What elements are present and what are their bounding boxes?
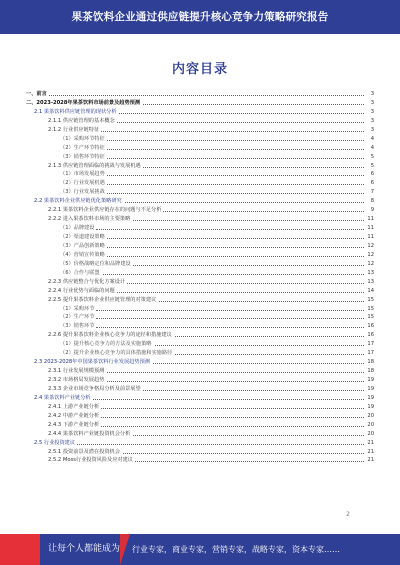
toc-entry-label: （2）生产环节特征 (60, 144, 105, 151)
toc-entry-page: 4 (365, 144, 374, 153)
toc-leader-dots (86, 381, 364, 382)
toc-entry-label: 2.4 果茶饮料产业链分析 (34, 394, 91, 401)
toc-entry[interactable] (26, 340, 374, 349)
toc-entry-page: 6 (365, 179, 374, 188)
toc-entry-page: 4 (365, 135, 374, 144)
toc-entry-label: 2.3.2 市场格局发展趋势 (48, 377, 105, 383)
toc-entry-label: 2.3.1 行业发展规模预测 (48, 368, 105, 375)
toc-entry-page: 3 (365, 99, 374, 108)
toc-entry-page: 12 (365, 260, 374, 269)
toc-page (0, 34, 400, 534)
toc-entry-page: 19 (365, 394, 374, 403)
toc-leader-dots (66, 399, 364, 400)
toc-entry-label: 2.5 行业投资建议 (34, 439, 76, 446)
toc-entry[interactable] (26, 90, 374, 99)
toc-entry[interactable] (26, 260, 374, 269)
toc-entry-page: 17 (365, 349, 374, 358)
toc-leader-dots (86, 292, 364, 293)
toc-entry-page: 14 (365, 287, 374, 296)
toc-entry-label: 一、前言 (26, 91, 47, 97)
toc-entry-page: 20 (365, 430, 374, 439)
toc-entry-page: 6 (365, 170, 374, 179)
toc-entry[interactable] (26, 242, 374, 251)
toc-entry[interactable] (26, 385, 374, 394)
toc-entry-page: 9 (365, 206, 374, 215)
toc-leader-dots (86, 131, 364, 132)
toc-entry-label: 2.5.1 投资前景及潜在投资机会 (48, 448, 120, 455)
toc-leader-dots (86, 408, 364, 409)
toc-entry[interactable] (26, 197, 374, 206)
toc-entry-page: 7 (365, 188, 374, 197)
toc-entry-page: 11 (365, 215, 374, 224)
toc-entry-label: 2.4.4 果茶饮料产业链投资机会分析 (48, 430, 131, 437)
toc-entry-page: 15 (365, 313, 374, 322)
toc-entry-page: 5 (365, 153, 374, 162)
toc-entry-label: 2.2.6 提升果茶饮料企业核心竞争力的途径和措施建议 (48, 332, 172, 339)
toc-leader-dots (96, 158, 364, 159)
toc-entry-label: （2）提升企业核心竞争力的具体措施和实施路径 (60, 350, 173, 357)
toc-entry[interactable] (26, 305, 374, 314)
toc-leader-dots (96, 247, 364, 248)
toc-entry[interactable] (26, 349, 374, 358)
toc-leader-dots (96, 193, 364, 194)
toc-entry-label: （2）行业发展机遇 (60, 180, 105, 187)
toc-entry[interactable] (26, 403, 374, 412)
toc-entry-page: 13 (365, 278, 374, 287)
toc-entry[interactable] (26, 313, 374, 322)
toc-list (26, 90, 374, 465)
toc-leader-dots (86, 426, 364, 427)
toc-leader-dots (86, 372, 364, 373)
toc-entry-label: 2.2 果茶饮料企业供应链优化策略研究 (34, 198, 122, 205)
toc-entry-label: 2.1 果茶饮料供应链管理的现状分析 (34, 108, 117, 115)
toc-entry-label: （3）产品创新策略 (60, 242, 105, 249)
toc-entry[interactable] (26, 99, 374, 108)
toc-entry-label: （1）品牌建设 (60, 225, 95, 232)
toc-entry-label: 2.1.3 供应链管理面临的挑战与发展机遇 (48, 162, 141, 169)
toc-entry[interactable] (26, 153, 374, 162)
toc-leader-dots (86, 283, 364, 284)
toc-entry[interactable] (26, 215, 374, 224)
toc-heading: 内容目录 (171, 62, 228, 77)
toc-entry-label: （2）渠道建设策略 (60, 234, 105, 240)
toc-entry-page: 17 (365, 340, 374, 349)
toc-entry[interactable] (26, 430, 374, 439)
toc-entry-page: 19 (365, 385, 374, 394)
toc-entry-label: （3）行业发展挑战 (60, 189, 105, 196)
toc-entry[interactable] (26, 287, 374, 296)
toc-entry[interactable] (26, 296, 374, 305)
toc-entry-label: （6）合作与联盟 (60, 269, 100, 276)
toc-leader-dots (96, 184, 364, 185)
toc-entry-label: 2.4.1 上游产业链分析 (48, 403, 100, 410)
toc-entry[interactable] (26, 117, 374, 126)
toc-entry-label: （1）市场发展趋势 (60, 171, 105, 178)
toc-entry[interactable] (26, 206, 374, 215)
toc-leader-dots (96, 318, 364, 319)
toc-entry-page: 19 (365, 403, 374, 412)
toc-entry-label: 2.3.3 企业市场竞争格局分析及前景展望 (48, 385, 141, 392)
toc-leader-dots (96, 229, 364, 230)
toc-entry-page: 20 (365, 412, 374, 421)
toc-leader-dots (96, 274, 364, 275)
footer-divider (120, 534, 130, 565)
toc-entry-label: 2.2.2 进入果茶饮料市场的主要策略 (48, 216, 131, 223)
toc-entry[interactable] (26, 367, 374, 376)
toc-entry-page: 21 (365, 448, 374, 457)
toc-entry-page: 21 (365, 456, 374, 465)
toc-entry-label: 2.5.2 Moss行业投资风险及应对建议 (48, 457, 133, 464)
toc-entry[interactable] (26, 394, 374, 403)
toc-entry-label: （2）生产环节 (60, 314, 95, 321)
toc-entry-label: （4）营销宣传策略 (60, 251, 105, 258)
toc-entry[interactable] (26, 439, 374, 448)
toc-entry-label: （1）采购环节 (60, 305, 95, 312)
toc-entry-page: 12 (365, 251, 374, 260)
toc-leader-dots (96, 149, 364, 150)
toc-entry-page: 5 (365, 162, 374, 171)
toc-entry[interactable] (26, 421, 374, 430)
toc-leader-dots (96, 238, 364, 239)
toc-leader-dots (96, 265, 364, 266)
toc-entry[interactable] (26, 188, 374, 197)
toc-entry[interactable] (26, 135, 374, 144)
toc-entry-page: 3 (365, 90, 374, 99)
toc-entry-page: 16 (365, 322, 374, 331)
page-number: 2 (346, 511, 350, 518)
toc-entry-page: 3 (365, 117, 374, 126)
toc-leader-dots (86, 453, 364, 454)
toc-entry-page: 3 (365, 126, 374, 135)
toc-entry[interactable] (26, 269, 374, 278)
toc-leader-dots (38, 95, 364, 96)
toc-entry-label: 2.2.5 提升果茶饮料企业供应链管理的对策建议 (48, 296, 157, 303)
toc-entry-page: 16 (365, 331, 374, 340)
toc-entry[interactable] (26, 251, 374, 260)
report-header (0, 0, 400, 34)
toc-entry-label: （3）销售环节 (60, 323, 95, 330)
toc-entry-label: （1）采购环节特征 (60, 135, 105, 142)
toc-entry-label: 2.2.4 行业优势与面临的问题 (48, 287, 115, 294)
toc-entry[interactable] (26, 322, 374, 331)
toc-entry[interactable] (26, 331, 374, 340)
toc-entry[interactable] (26, 376, 374, 385)
toc-entry-page: 15 (365, 296, 374, 305)
toc-leader-dots (96, 256, 364, 257)
toc-entry-label: 2.4.2 中游产业链分析 (48, 412, 100, 419)
toc-leader-dots (96, 175, 364, 176)
toc-entry-page: 19 (365, 376, 374, 385)
toc-entry[interactable] (26, 456, 374, 465)
toc-entry[interactable] (26, 412, 374, 421)
toc-entry-page: 18 (365, 367, 374, 376)
toc-entry-page: 11 (365, 224, 374, 233)
toc-leader-dots (86, 122, 364, 123)
toc-entry-label: （5）价格战略定位和品牌建设 (60, 260, 131, 267)
toc-entry-label: 2.3 2023-2028年中国果茶饮料行业发展趋势预测 (34, 359, 150, 366)
toc-entry-label: 2.2.3 供应链整合与优化方案设计 (48, 278, 126, 285)
toc-entry[interactable] (26, 358, 374, 367)
toc-entry[interactable] (26, 179, 374, 188)
toc-entry-page: 21 (365, 439, 374, 448)
toc-entry-label: 2.1.2 行业供应链特征 (48, 126, 100, 133)
toc-entry-label: 2.2.1 果茶饮料企业供应链存在的问题与不足分析 (48, 207, 162, 214)
toc-leader-dots (86, 417, 364, 418)
toc-entry-page: 11 (365, 233, 374, 242)
toc-entry-page: 8 (365, 197, 374, 206)
toc-leader-dots (96, 310, 364, 311)
toc-entry[interactable] (26, 448, 374, 457)
footer-tagline: 行业专家，商业专家，营销专家，战略专家，资本专家…… (132, 545, 340, 554)
toc-leader-dots (96, 327, 364, 328)
toc-entry-label: （3）销售环节特征 (60, 153, 105, 160)
toc-entry[interactable] (26, 108, 374, 117)
toc-entry-label: （1）提升核心竞争力的方法及实施策略 (60, 341, 152, 348)
toc-entry[interactable] (26, 170, 374, 179)
toc-entry-page: 20 (365, 421, 374, 430)
toc-entry-page: 3 (365, 108, 374, 117)
toc-leader-dots (66, 444, 364, 445)
toc-entry[interactable] (26, 224, 374, 233)
toc-entry-page: 18 (365, 358, 374, 367)
toc-entry[interactable] (26, 162, 374, 171)
toc-entry-label: 2.1.1 供应链管理的基本概念 (48, 117, 115, 124)
toc-entry-page: 12 (365, 242, 374, 251)
toc-entry-page: 15 (365, 305, 374, 314)
toc-entry[interactable] (26, 126, 374, 135)
toc-entry-label: 2.4.3 下游产业链分析 (48, 421, 100, 428)
toc-entry[interactable] (26, 233, 374, 242)
toc-leader-dots (96, 140, 364, 141)
toc-entry[interactable] (26, 144, 374, 153)
footer-accent-bar (0, 534, 40, 565)
toc-entry-label: 二、2023-2028年果茶饮料市场前景及趋势预测 (26, 99, 141, 106)
toc-entry[interactable] (26, 278, 374, 287)
footer-slogan: 让每个人都能成为 (48, 544, 121, 554)
toc-entry-page: 13 (365, 269, 374, 278)
report-title: 果茶饮料企业通过供应链提升核心竞争力策略研究报告 (71, 11, 329, 23)
footer-banner (0, 534, 400, 565)
